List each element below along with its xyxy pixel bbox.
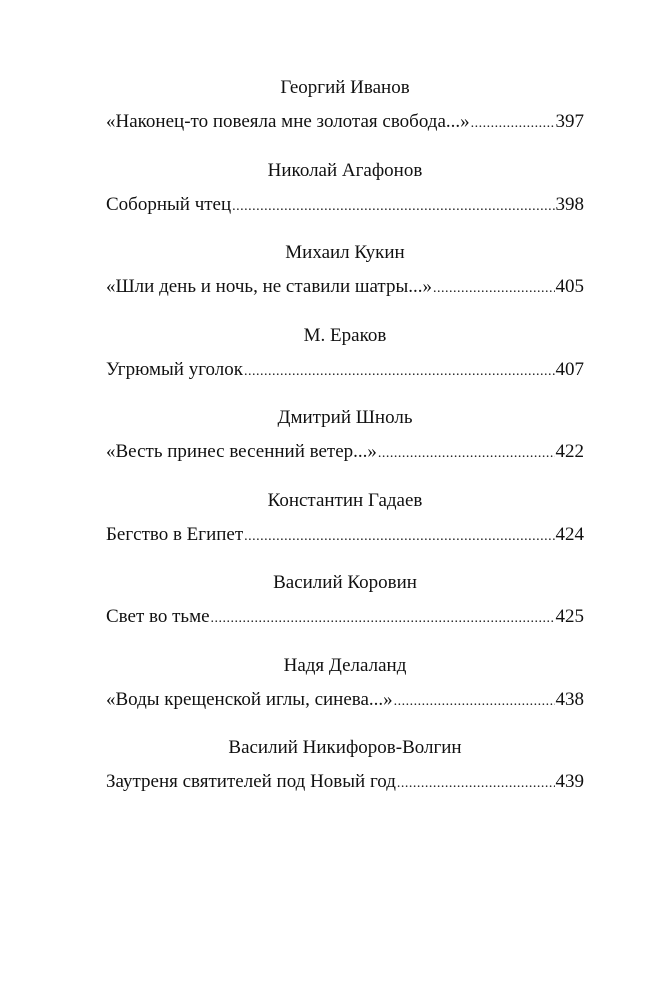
toc-entry — [106, 650, 584, 733]
toc-entry — [106, 237, 584, 320]
dot-leader — [232, 193, 554, 221]
dot-leader — [471, 110, 555, 138]
toc-line — [106, 768, 584, 796]
dot-leader — [378, 440, 555, 468]
dot-leader — [244, 358, 554, 386]
toc-page-number: 407 — [555, 358, 584, 380]
toc-author: Василий Коровин — [273, 572, 417, 593]
table-of-contents — [106, 72, 584, 815]
toc-author: Дмитрий Шноль — [277, 407, 413, 428]
toc-author: Василий Никифоров-Волгин — [228, 737, 462, 758]
toc-line — [106, 356, 584, 384]
dot-leader — [397, 770, 555, 798]
toc-entry — [106, 72, 584, 155]
dot-leader — [211, 605, 555, 633]
toc-page-number: 397 — [555, 111, 584, 132]
toc-page-number: 438 — [555, 688, 584, 710]
toc-title: Соборный чтец — [106, 193, 232, 215]
toc-line — [106, 521, 584, 549]
toc-title: «Воды крещенской иглы, синева...» — [106, 688, 393, 710]
toc-line — [106, 191, 584, 219]
toc-entry — [106, 320, 584, 403]
toc-title: Заутреня святителей под Новый год — [106, 771, 396, 792]
toc-page-number: 439 — [555, 771, 584, 792]
toc-title: «Весть принес весенний ветер...» — [106, 441, 377, 462]
toc-entry — [106, 155, 584, 238]
dot-leader — [394, 688, 555, 716]
toc-title: Свет во тьме — [106, 606, 210, 627]
toc-page-number: 422 — [555, 441, 584, 462]
toc-title: Бегство в Египет — [106, 523, 244, 545]
toc-author: Николай Агафонов — [267, 159, 423, 181]
toc-title: «Шли день и ночь, не ставили шатры...» — [106, 276, 432, 297]
toc-line — [106, 273, 584, 301]
toc-title: Угрюмый уголок — [106, 358, 244, 380]
toc-page-number: 405 — [555, 276, 584, 297]
toc-line — [106, 603, 584, 631]
toc-line — [106, 438, 584, 466]
dot-leader — [433, 275, 555, 303]
toc-entry — [106, 732, 584, 815]
toc-page-number: 425 — [555, 606, 584, 627]
toc-page-number: 398 — [555, 193, 584, 215]
toc-author: М. Ераков — [303, 324, 387, 346]
toc-page-number: 424 — [555, 523, 584, 545]
toc-entry — [106, 402, 584, 485]
toc-line — [106, 108, 584, 136]
dot-leader — [244, 523, 554, 551]
toc-author: Надя Делаланд — [283, 654, 407, 676]
toc-entry — [106, 485, 584, 568]
toc-author: Михаил Кукин — [285, 242, 405, 263]
toc-author: Константин Гадаев — [267, 489, 423, 511]
toc-author: Георгий Иванов — [280, 77, 410, 98]
toc-line — [106, 686, 584, 714]
toc-title: «Наконец-то повеяла мне золотая свобода...» — [106, 111, 470, 132]
toc-entry — [106, 567, 584, 650]
